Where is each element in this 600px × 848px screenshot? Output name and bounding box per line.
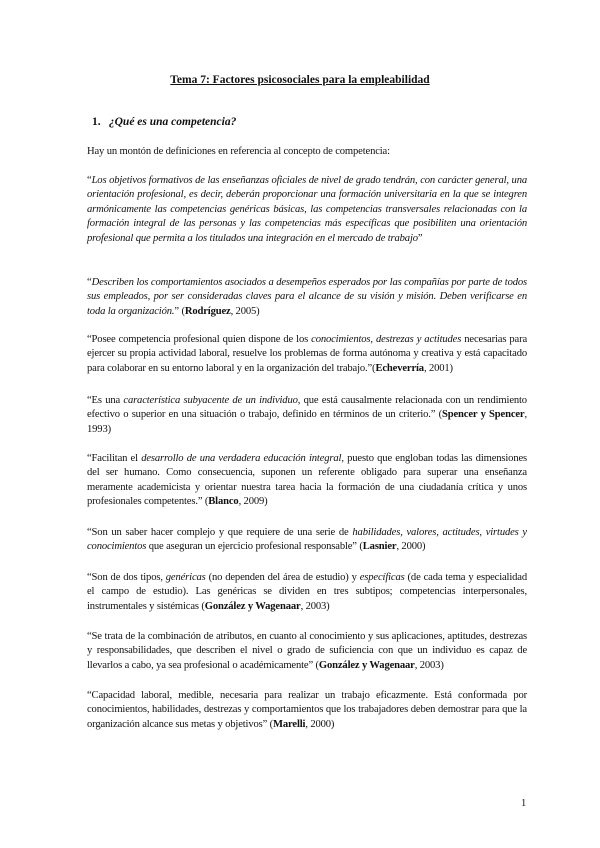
quote-emphasis: habilidades, valores, actitudes, virtudes y conocimientos	[87, 527, 527, 553]
quote-text: que aseguran un ejercicio profesional responsable” (	[146, 541, 363, 553]
quote-text: ” (	[174, 305, 185, 317]
quote-text: ”	[417, 232, 423, 244]
quote-emphasis: Describen los comportamientos asociados a desempeños esperados por las compañías por parte de todos sus empleados, por ser consideradas claves para el alcance de su visión y misión. Deben verificarse en toda la organización.	[87, 277, 527, 317]
quote-text: “Posee competencia profesional quien dispone de los	[87, 334, 312, 345]
definition-quote	[87, 452, 527, 510]
quote-emphasis: específicas	[359, 572, 405, 583]
quote-text: , puesto que engloban todas las dimensiones del ser humano. Como consecuencia, suponen un referente obligado para superar una enseñanza meramente academicista y orientar nuestra tarea hacia la formación de una ciudadanía crítica y unos profesionales competentes.” (	[87, 453, 527, 508]
quote-year: , 2000)	[396, 541, 426, 553]
quote-text: (de cada tema y especialidad el campo de estudio). Las genéricas se dividen en tres subtipos; competencias interpersonales, instrumentales y sistémicas (	[87, 572, 527, 612]
quote-author: Echeverría	[375, 362, 424, 374]
quote-year: , 2003)	[300, 600, 330, 612]
definition-quote	[87, 571, 527, 614]
page-number: 1	[521, 798, 527, 809]
definition-quote	[87, 630, 527, 673]
quote-text: “Son de dos tipos,	[87, 572, 166, 583]
section-heading	[92, 116, 236, 128]
quote-text: (no dependen del área de estudio) y	[205, 572, 360, 583]
definition-quote	[87, 526, 527, 555]
definition-quote	[87, 276, 527, 319]
quote-text: “	[87, 277, 92, 288]
definition-quote	[87, 174, 527, 246]
quote-year: , 2001)	[423, 362, 453, 374]
quote-emphasis: conocimientos, destrezas y actitudes	[311, 334, 462, 345]
quote-emphasis: característica subyacente de un individuo	[123, 395, 298, 406]
quote-emphasis: genéricas	[165, 572, 206, 583]
quote-text: necesarias para ejercer su propia actividad laboral, resuelve los problemas de forma autónoma y creativa y está capacitado para colaborar en su entorno laboral y en la organización del trabajo.”(	[87, 334, 527, 374]
quote-text: , que está causalmente relacionada con un rendimiento efectivo o superior en una situación o trabajo, definido en términos de un criterio.” (	[87, 395, 527, 421]
quote-text: “Se trata de la combinación de atributos, en cuanto al conocimiento y sus aplicaciones, aptitudes, destrezas y responsabilidades, que describen el nivel o grado de suficiencia con que un individuo es capaz de llevarlos a cabo, ya sea profesional o académicamente” (	[87, 631, 527, 671]
quote-emphasis: Los objetivos formativos de las enseñanzas oficiales de nivel de grado tendrán, con carácter general, una orientación profesional, es decir, deberán proporcionar una formación universitaria en la que se integren armónicamente las competencias genéricas básicas, las competencias transversales relacionadas con la formación integral de las personas y las competencias más específicas que posibiliten una orientación profesional que permita a los titulados una integración en el mercado de trabajo	[87, 175, 527, 244]
definition-quote	[87, 394, 527, 437]
quote-text: “	[87, 175, 92, 186]
quote-author: González y Wagenaar	[318, 659, 415, 671]
section-title: ¿Qué es una competencia?	[108, 116, 237, 128]
quote-text: “Capacidad laboral, medible, necesaria para realizar un trabajo eficazmente. Está conformada por conocimientos, habilidades, destrezas y comportamientos que los trabajadores deben demostrar para que la organización alcance sus metas y objetivos” (	[87, 690, 527, 730]
quote-text: “Es una	[87, 395, 124, 406]
quote-text: “Son un saber hacer complejo y que requiere de una serie de	[87, 527, 353, 538]
quote-author: Marelli	[273, 718, 306, 730]
quote-emphasis: desarrollo de una verdadera educación integral	[141, 453, 342, 464]
quote-author: Rodríguez	[184, 305, 231, 317]
intro-paragraph: Hay un montón de definiciones en referencia al concepto de competencia:	[87, 146, 390, 157]
quote-year: , 2000)	[305, 718, 335, 730]
page-title: Tema 7: Factores psicosociales para la empleabilidad	[170, 74, 430, 86]
quote-author: Lasnier	[362, 541, 397, 553]
definition-quote	[87, 333, 527, 376]
quote-author: Blanco	[208, 496, 239, 508]
quote-year: , 2005)	[230, 305, 260, 317]
section-number: 1.	[92, 116, 101, 128]
quote-year: , 2009)	[238, 496, 268, 508]
definition-quote	[87, 689, 527, 732]
quote-year: , 2003)	[414, 659, 444, 671]
quote-text: “Facilitan el	[87, 453, 142, 464]
quote-author: Spencer y Spencer	[442, 409, 525, 421]
quote-year: , 1993)	[87, 409, 527, 435]
quote-author: González y Wagenaar	[204, 600, 301, 612]
